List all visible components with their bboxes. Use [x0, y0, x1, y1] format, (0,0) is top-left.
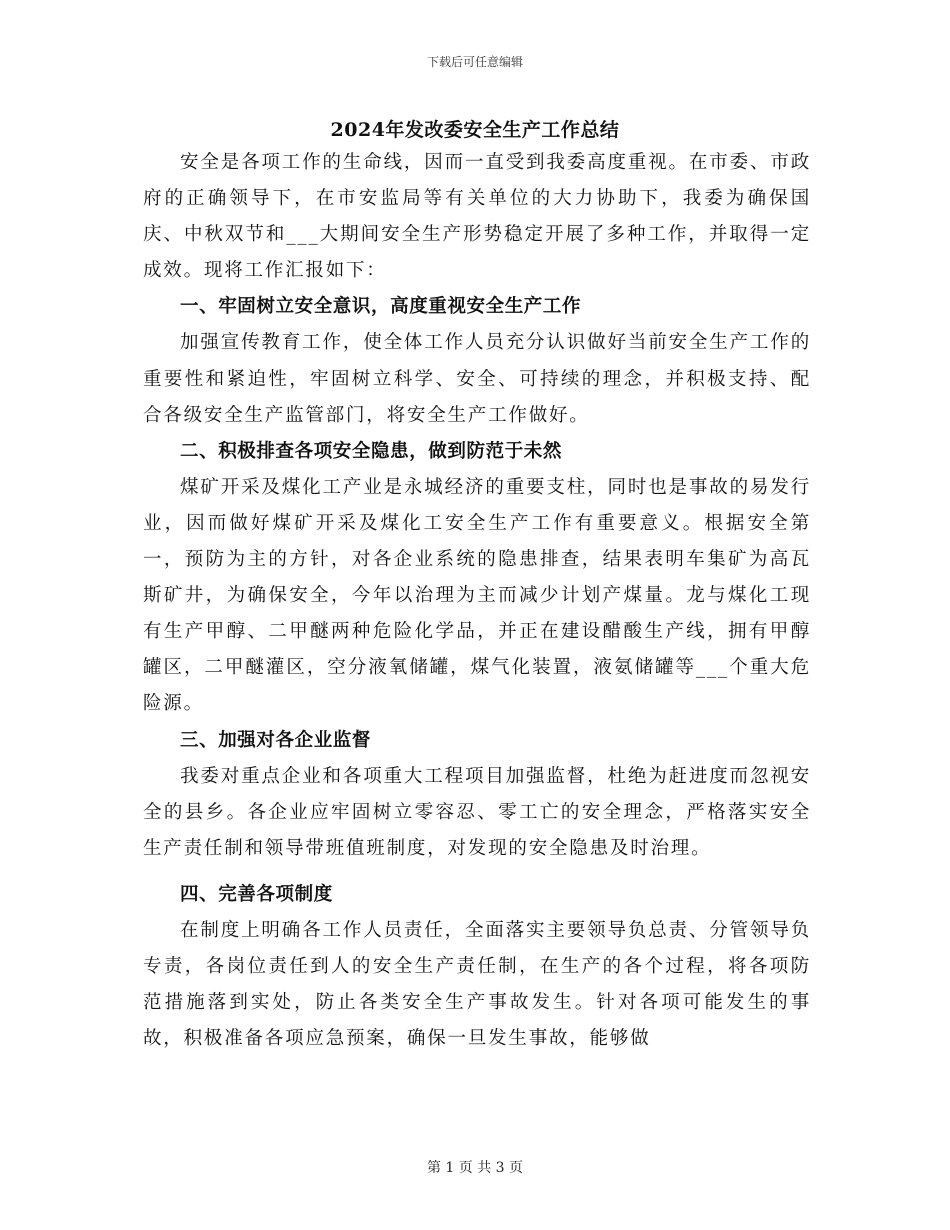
section-body-1: 加强宣传教育工作，使全体工作人员充分认识做好当前安全生产工作的重要性和紧迫性，牢固树立科学、安全、可持续的理念，并积极支持、配合各级安全生产监管部门，将安全生产工作做好。: [143, 332, 811, 426]
section-heading-3: 三、加强对各企业监督: [180, 729, 372, 751]
section-heading-2: 二、积极排查各项安全隐患，做到防范于未然: [180, 440, 563, 462]
section-body-2: 煤矿开采及煤化工产业是永城经济的重要支柱，同时也是事故的易发行业，因而做好煤矿开采及煤化工安全生产工作有重要意义。根据安全第一，预防为主的方针，对各企业系统的隐患排查，结果表明车集矿为高瓦斯矿井，为确保安全，今年以治理为主而减少计划产煤量。龙与煤化工现有生产甲醇、二甲醚两种危险化学品，并正在建设醋酸生产线，拥有甲醇罐区，二甲醚灌区，空分液氧储罐，煤气化装置，液氨储罐等___个重大危险源。: [143, 476, 811, 715]
header-note: 下载后可任意编辑: [426, 55, 523, 69]
document-title: 2024年发改委安全生产工作总结: [330, 119, 620, 141]
document-body: [143, 145, 811, 1057]
section-body-3: 我委对重点企业和各项重大工程项目加强监督，杜绝为赶进度而忽视安全的县乡。各企业应牢固树立零容忍、零工亡的安全理念，严格落实安全生产责任制和领导带班值班制度，对发现的安全隐患及时治理。: [143, 765, 811, 859]
intro-paragraph: 安全是各项工作的生命线，因而一直受到我委高度重视。在市委、市政府的正确领导下，在市安监局等有关单位的大力协助下，我委为确保国庆、中秋双节和___大期间安全生产形势稳定开展了多种工作，并取得一定成效。现将工作汇报如下：: [143, 152, 811, 282]
section-heading-4: 四、完善各项制度: [180, 883, 333, 905]
page-number: 第 1 页 共 3 页: [426, 1160, 524, 1176]
section-heading-1: 一、牢固树立安全意识，高度重视安全生产工作: [180, 296, 582, 318]
section-body-4: 在制度上明确各工作人员责任，全面落实主要领导负总责、分管领导负专责，各岗位责任到人的安全生产责任制，在生产的各个过程，将各项防范措施落到实处，防止各类安全生产事故发生。针对各项可能发生的事故，积极准备各项应急预案，确保一旦发生事故，能够做: [143, 919, 811, 1050]
